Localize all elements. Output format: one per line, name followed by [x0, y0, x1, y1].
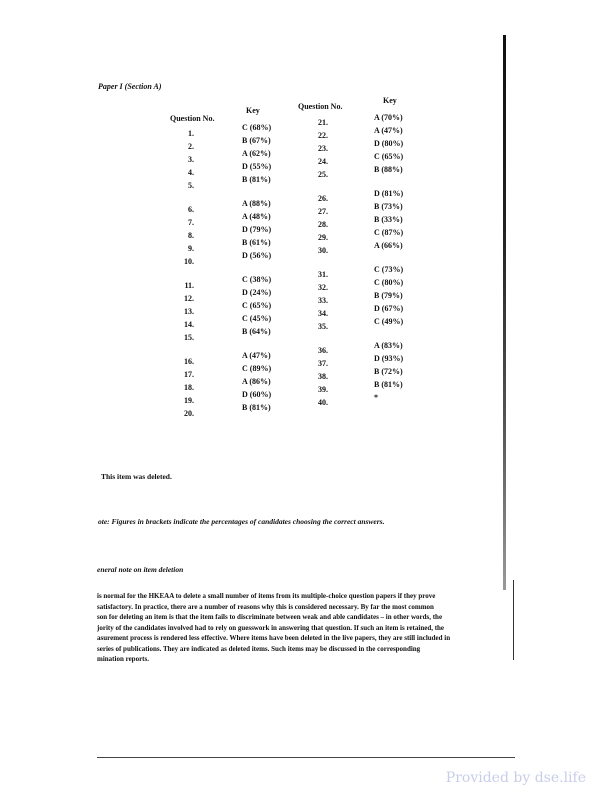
question-number: 16.	[184, 357, 194, 366]
question-number: 9.	[188, 244, 194, 253]
answer-key: D (93%)	[374, 354, 404, 363]
answer-key: B (67%)	[242, 136, 271, 145]
question-number: 35.	[318, 322, 328, 331]
question-number: 30.	[318, 246, 328, 255]
answer-key: C (80%)	[374, 278, 404, 287]
left-question-column	[176, 127, 194, 420]
right-key-column	[374, 111, 403, 404]
group-spacer	[242, 262, 271, 273]
paragraph-line: jority of the candidates involved had to rely on guesswork in answering that question. If such an item is retained, the	[97, 623, 445, 632]
question-number: 4.	[188, 168, 194, 177]
answer-key: A (66%)	[374, 241, 403, 250]
answer-key: D (81%)	[374, 189, 404, 198]
question-number: 12.	[184, 294, 194, 303]
answer-key: A (62%)	[242, 149, 271, 158]
answer-key: C (38%)	[242, 275, 272, 284]
paragraph-line: satisfactory. In practice, there are a number of reasons why this is considered necessary. By far the most common	[97, 602, 434, 611]
answer-key: C (49%)	[374, 317, 404, 326]
answer-key: A (86%)	[242, 377, 271, 386]
question-number: 5.	[188, 181, 194, 190]
question-number: 32.	[318, 283, 328, 292]
answer-key: B (64%)	[242, 327, 271, 336]
question-number: 36.	[318, 346, 328, 355]
answer-key: B (33%)	[374, 215, 403, 224]
general-note-paragraph	[97, 591, 512, 665]
answer-key: A (88%)	[242, 199, 271, 208]
section-title: Paper I (Section A)	[98, 82, 162, 91]
scan-edge-line	[513, 580, 514, 660]
question-number: 28.	[318, 220, 328, 229]
question-number: 1.	[188, 129, 194, 138]
question-number: 38.	[318, 372, 328, 381]
question-number: 26.	[318, 194, 328, 203]
paragraph-line: asurement process is rendered less effective. Where items have been deleted in the live papers, they are still included in	[97, 634, 451, 642]
answer-key: D (80%)	[374, 139, 404, 148]
right-question-column	[308, 116, 328, 409]
answer-key: B (81%)	[242, 175, 271, 184]
question-number: 14.	[184, 320, 194, 329]
deleted-item-note: This item was deleted.	[101, 472, 172, 481]
question-number: 24.	[318, 157, 328, 166]
question-number: 22.	[318, 131, 328, 140]
answer-key: A (47%)	[242, 351, 271, 360]
answer-key: *	[374, 393, 378, 402]
question-number: 8.	[188, 231, 194, 240]
answer-key: C (89%)	[242, 364, 272, 373]
question-number: 11.	[184, 281, 194, 290]
question-number: 17.	[184, 370, 194, 379]
answer-key: B (61%)	[242, 238, 271, 247]
paragraph-line: is normal for the HKEAA to delete a small number of items from its multiple-choice question papers if they prove	[97, 592, 436, 600]
answer-key: C (68%)	[242, 123, 272, 132]
question-number: 34.	[318, 309, 328, 318]
group-spacer	[176, 192, 194, 203]
group-spacer	[242, 186, 271, 197]
question-number: 25.	[318, 170, 328, 179]
answer-key: B (73%)	[374, 202, 403, 211]
question-number: 20.	[184, 409, 194, 418]
question-number: 19.	[184, 396, 194, 405]
question-number: 13.	[184, 307, 194, 316]
answer-key: C (87%)	[374, 228, 404, 237]
group-spacer	[308, 181, 328, 192]
answer-key: A (83%)	[374, 341, 403, 350]
question-number: 7.	[188, 218, 194, 227]
answer-key: B (81%)	[374, 380, 403, 389]
question-number: 39.	[318, 385, 328, 394]
answer-key: D (56%)	[242, 251, 272, 260]
question-number: 40.	[318, 398, 328, 407]
left-key-column	[242, 121, 271, 414]
question-number: 21.	[318, 118, 328, 127]
answer-key: C (73%)	[374, 265, 404, 274]
question-number: 15.	[184, 333, 194, 342]
answer-key: B (88%)	[374, 165, 403, 174]
question-number: 33.	[318, 296, 328, 305]
answer-key: D (55%)	[242, 162, 272, 171]
paragraph-line: son for deleting an item is that the item fails to discriminate between weak and able candidates – in other words, the	[97, 613, 443, 621]
paragraph-line: series of publications. They are indicated as deleted items. Such items may be discussed in the corresponding	[97, 644, 421, 653]
answer-key: D (24%)	[242, 288, 272, 297]
footer-divider	[97, 757, 515, 758]
scan-edge-shadow	[503, 35, 506, 590]
left-question-header: Question No.	[170, 114, 215, 123]
group-spacer	[242, 338, 271, 349]
answer-key: C (65%)	[374, 152, 404, 161]
general-note-title: eneral note on item deletion	[97, 565, 184, 574]
answer-key: B (79%)	[374, 291, 403, 300]
question-number: 10.	[184, 257, 194, 266]
question-number: 18.	[184, 383, 194, 392]
answer-key: B (72%)	[374, 367, 403, 376]
answer-key: D (60%)	[242, 390, 272, 399]
answer-key: D (67%)	[374, 304, 404, 313]
provided-by-watermark[interactable]: Provided by dse.life	[445, 770, 586, 786]
answer-key: D (79%)	[242, 225, 272, 234]
question-number: 6.	[188, 205, 194, 214]
answer-key: A (70%)	[374, 113, 403, 122]
group-spacer	[176, 268, 194, 279]
left-key-header: Key	[246, 106, 260, 115]
question-number: 29.	[318, 233, 328, 242]
question-number: 27.	[318, 207, 328, 216]
answer-key: A (48%)	[242, 212, 271, 221]
group-spacer	[374, 176, 403, 187]
group-spacer	[308, 257, 328, 268]
question-number: 37.	[318, 359, 328, 368]
group-spacer	[374, 328, 403, 339]
answer-key: B (81%)	[242, 403, 271, 412]
question-number: 2.	[188, 142, 194, 151]
group-spacer	[374, 252, 403, 263]
right-question-header: Question No.	[298, 102, 343, 111]
percentage-note: ote: Figures in brackets indicate the percentages of candidates choosing the correct answers.	[98, 517, 385, 526]
answer-key: C (45%)	[242, 314, 272, 323]
paragraph-line: mination reports.	[97, 655, 149, 663]
answer-key: A (47%)	[374, 126, 403, 135]
right-key-header: Key	[383, 96, 397, 105]
group-spacer	[308, 333, 328, 344]
group-spacer	[176, 344, 194, 355]
question-number: 31.	[318, 270, 328, 279]
question-number: 23.	[318, 144, 328, 153]
question-number: 3.	[188, 155, 194, 164]
answer-key: C (65%)	[242, 301, 272, 310]
